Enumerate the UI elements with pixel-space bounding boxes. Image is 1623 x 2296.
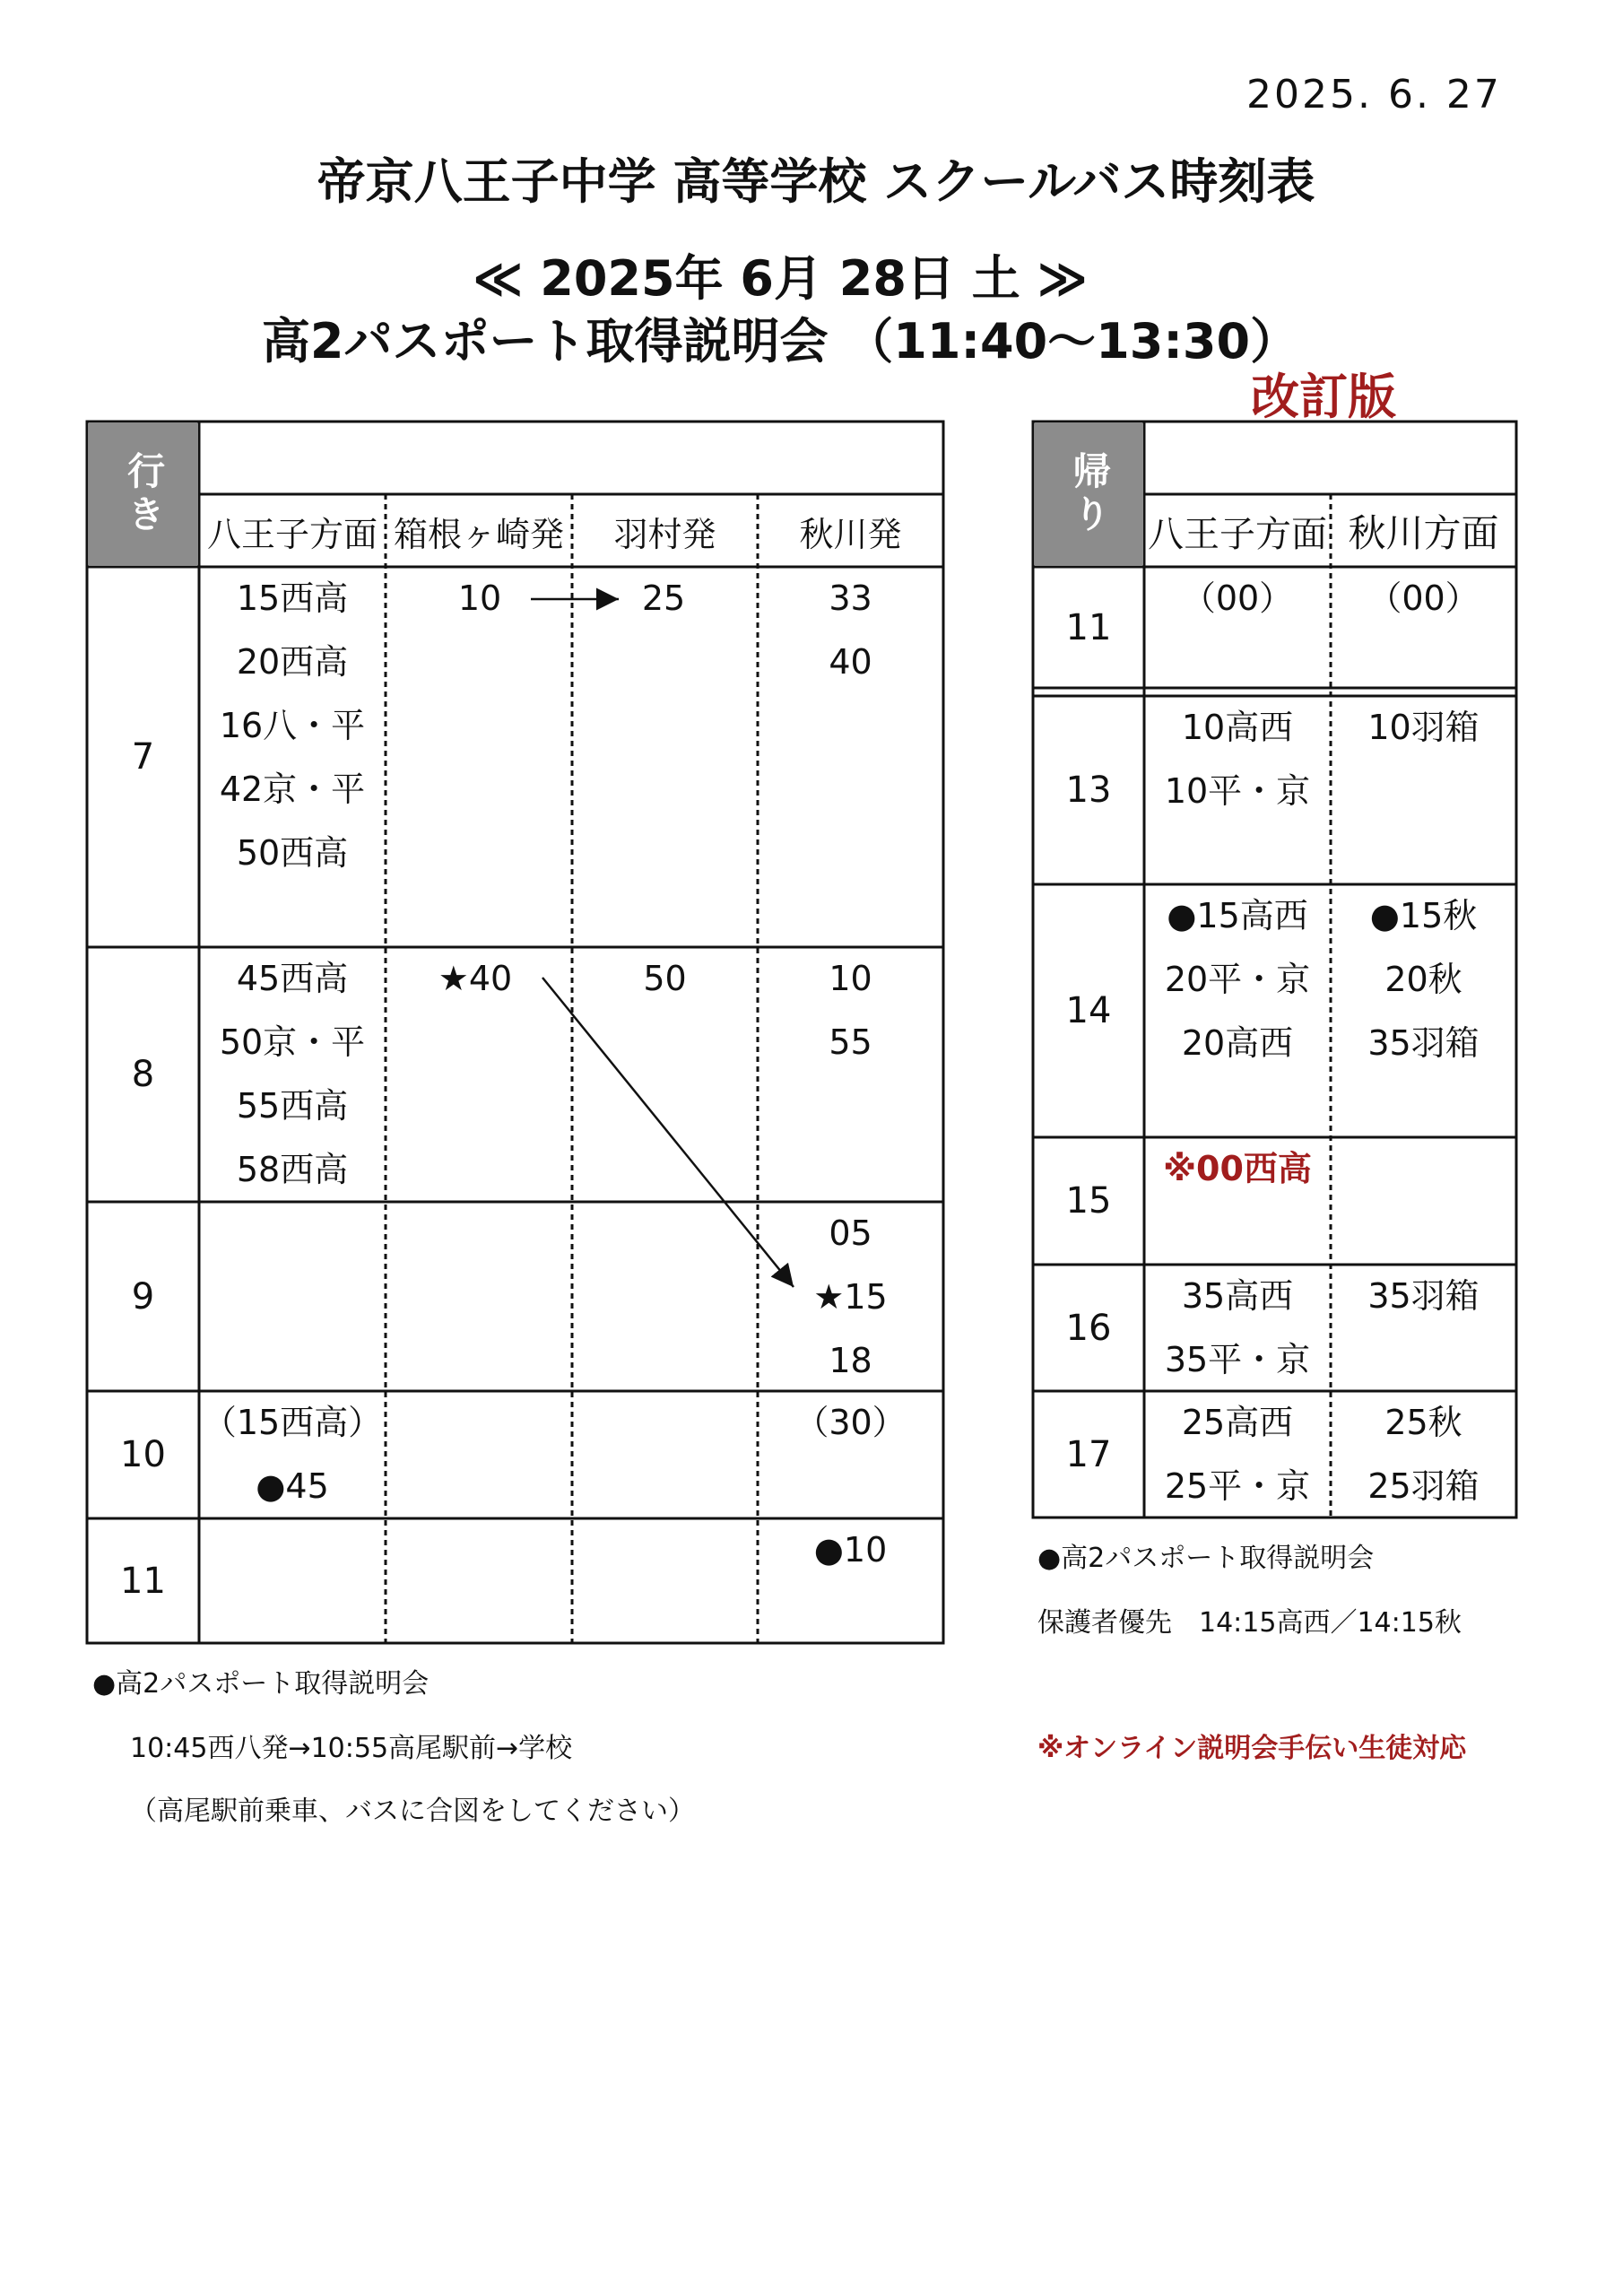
return-time: 10平・京 bbox=[1164, 771, 1311, 811]
return-time: 35平・京 bbox=[1164, 1340, 1311, 1379]
return-time: ●15高西 bbox=[1167, 896, 1308, 935]
hour-cell: 17 bbox=[1065, 1433, 1112, 1475]
hour-cell: 11 bbox=[120, 1560, 166, 1602]
return-time: 35羽箱 bbox=[1367, 1023, 1480, 1063]
departure-time: 50西高 bbox=[236, 833, 349, 873]
departure-time: 33 bbox=[829, 578, 872, 618]
return-time: 25平・京 bbox=[1164, 1466, 1311, 1506]
departure-time: 10 bbox=[457, 578, 502, 618]
departure-time: 16八・平 bbox=[219, 706, 366, 745]
col-header-akigawa: 秋川発 bbox=[799, 514, 902, 554]
return-time: 20高西 bbox=[1181, 1023, 1294, 1063]
outbound-note-legend: ●高2パスポート取得説明会 bbox=[92, 1668, 430, 1700]
return-col-header-hachioji: 八王子方面 bbox=[1148, 513, 1327, 555]
departure-time: 25 bbox=[641, 578, 686, 618]
departure-time: 55西高 bbox=[236, 1086, 349, 1126]
return-time: （00） bbox=[1367, 578, 1480, 618]
departure-time: 45西高 bbox=[236, 959, 349, 998]
return-time: 35羽箱 bbox=[1367, 1276, 1480, 1316]
departure-time: （15西高） bbox=[202, 1403, 383, 1442]
departure-time: ●10 bbox=[813, 1530, 888, 1570]
return-time: 10高西 bbox=[1181, 708, 1294, 747]
departure-time: ●45 bbox=[256, 1466, 329, 1506]
departure-time: 18 bbox=[829, 1341, 872, 1380]
departure-time: 50京・平 bbox=[219, 1022, 366, 1062]
hour-cell: 11 bbox=[1065, 606, 1112, 648]
hour-cell: 14 bbox=[1065, 990, 1112, 1031]
return-time: 25高西 bbox=[1181, 1403, 1294, 1442]
return-note-priority: 保護者優先 14:15高西／14:15秋 bbox=[1037, 1607, 1462, 1639]
return-time-special: ※00西高 bbox=[1163, 1149, 1312, 1188]
hour-cell: 13 bbox=[1065, 770, 1112, 811]
departure-time: ★40 bbox=[438, 959, 513, 998]
col-header-hachioji: 八王子方面 bbox=[206, 514, 378, 554]
departure-time: 05 bbox=[829, 1213, 872, 1253]
hour-cell: 10 bbox=[120, 1434, 166, 1475]
return-time: 20平・京 bbox=[1164, 960, 1311, 999]
return-time: 35高西 bbox=[1181, 1276, 1294, 1316]
page-title: 帝京八王子中学 高等学校 スクールバス時刻表 bbox=[317, 153, 1315, 210]
outbound-side-label: 行き bbox=[89, 423, 198, 565]
return-side-label: 帰り bbox=[1035, 423, 1143, 565]
return-col-header-akigawa: 秋川方面 bbox=[1348, 511, 1499, 555]
hour-cell: 8 bbox=[131, 1054, 155, 1095]
departure-time: 50 bbox=[643, 959, 687, 998]
outbound-note-boarding: （高尾駅前乗車、バスに合図をしてください） bbox=[130, 1796, 695, 1827]
return-time: 20秋 bbox=[1384, 960, 1462, 999]
departure-time: 58西高 bbox=[236, 1150, 349, 1189]
hour-cell: 16 bbox=[1065, 1307, 1112, 1349]
outbound-note-route: 10:45西八発→10:55高尾駅前→学校 bbox=[130, 1733, 573, 1764]
departure-time: ★15 bbox=[813, 1277, 888, 1317]
revised-label: 改訂版 bbox=[1251, 369, 1396, 425]
event-name: 高2パスポート取得説明会 （11:40〜13:30） bbox=[261, 313, 1299, 370]
departure-time: 10 bbox=[829, 959, 872, 998]
transfer-arrow-8-9 bbox=[542, 978, 794, 1287]
departure-time: 20西高 bbox=[236, 642, 349, 682]
event-date: ≪ 2025年 6月 28日 土 ≫ bbox=[472, 250, 1089, 307]
return-time: 25羽箱 bbox=[1367, 1466, 1480, 1506]
return-time: 10羽箱 bbox=[1367, 708, 1480, 747]
issue-date: 2025. 6. 27 bbox=[1246, 72, 1502, 117]
col-header-hakonegasaki: 箱根ヶ崎発 bbox=[393, 514, 564, 554]
hour-cell: 7 bbox=[131, 736, 155, 778]
return-note-online: ※オンライン説明会手伝い生徒対応 bbox=[1037, 1733, 1467, 1764]
departure-time: （30） bbox=[794, 1403, 907, 1442]
departure-time: 55 bbox=[829, 1022, 872, 1062]
return-note-legend: ●高2パスポート取得説明会 bbox=[1037, 1543, 1375, 1574]
return-time: （00） bbox=[1181, 578, 1294, 618]
return-time: ●15秋 bbox=[1369, 896, 1478, 935]
departure-time: 15西高 bbox=[236, 578, 349, 618]
departure-time: 40 bbox=[829, 642, 872, 682]
hour-cell: 15 bbox=[1065, 1180, 1112, 1222]
return-time: 25秋 bbox=[1384, 1403, 1462, 1442]
departure-time: 42京・平 bbox=[219, 770, 366, 809]
col-header-hamura: 羽村発 bbox=[613, 514, 716, 554]
hour-cell: 9 bbox=[131, 1275, 155, 1318]
